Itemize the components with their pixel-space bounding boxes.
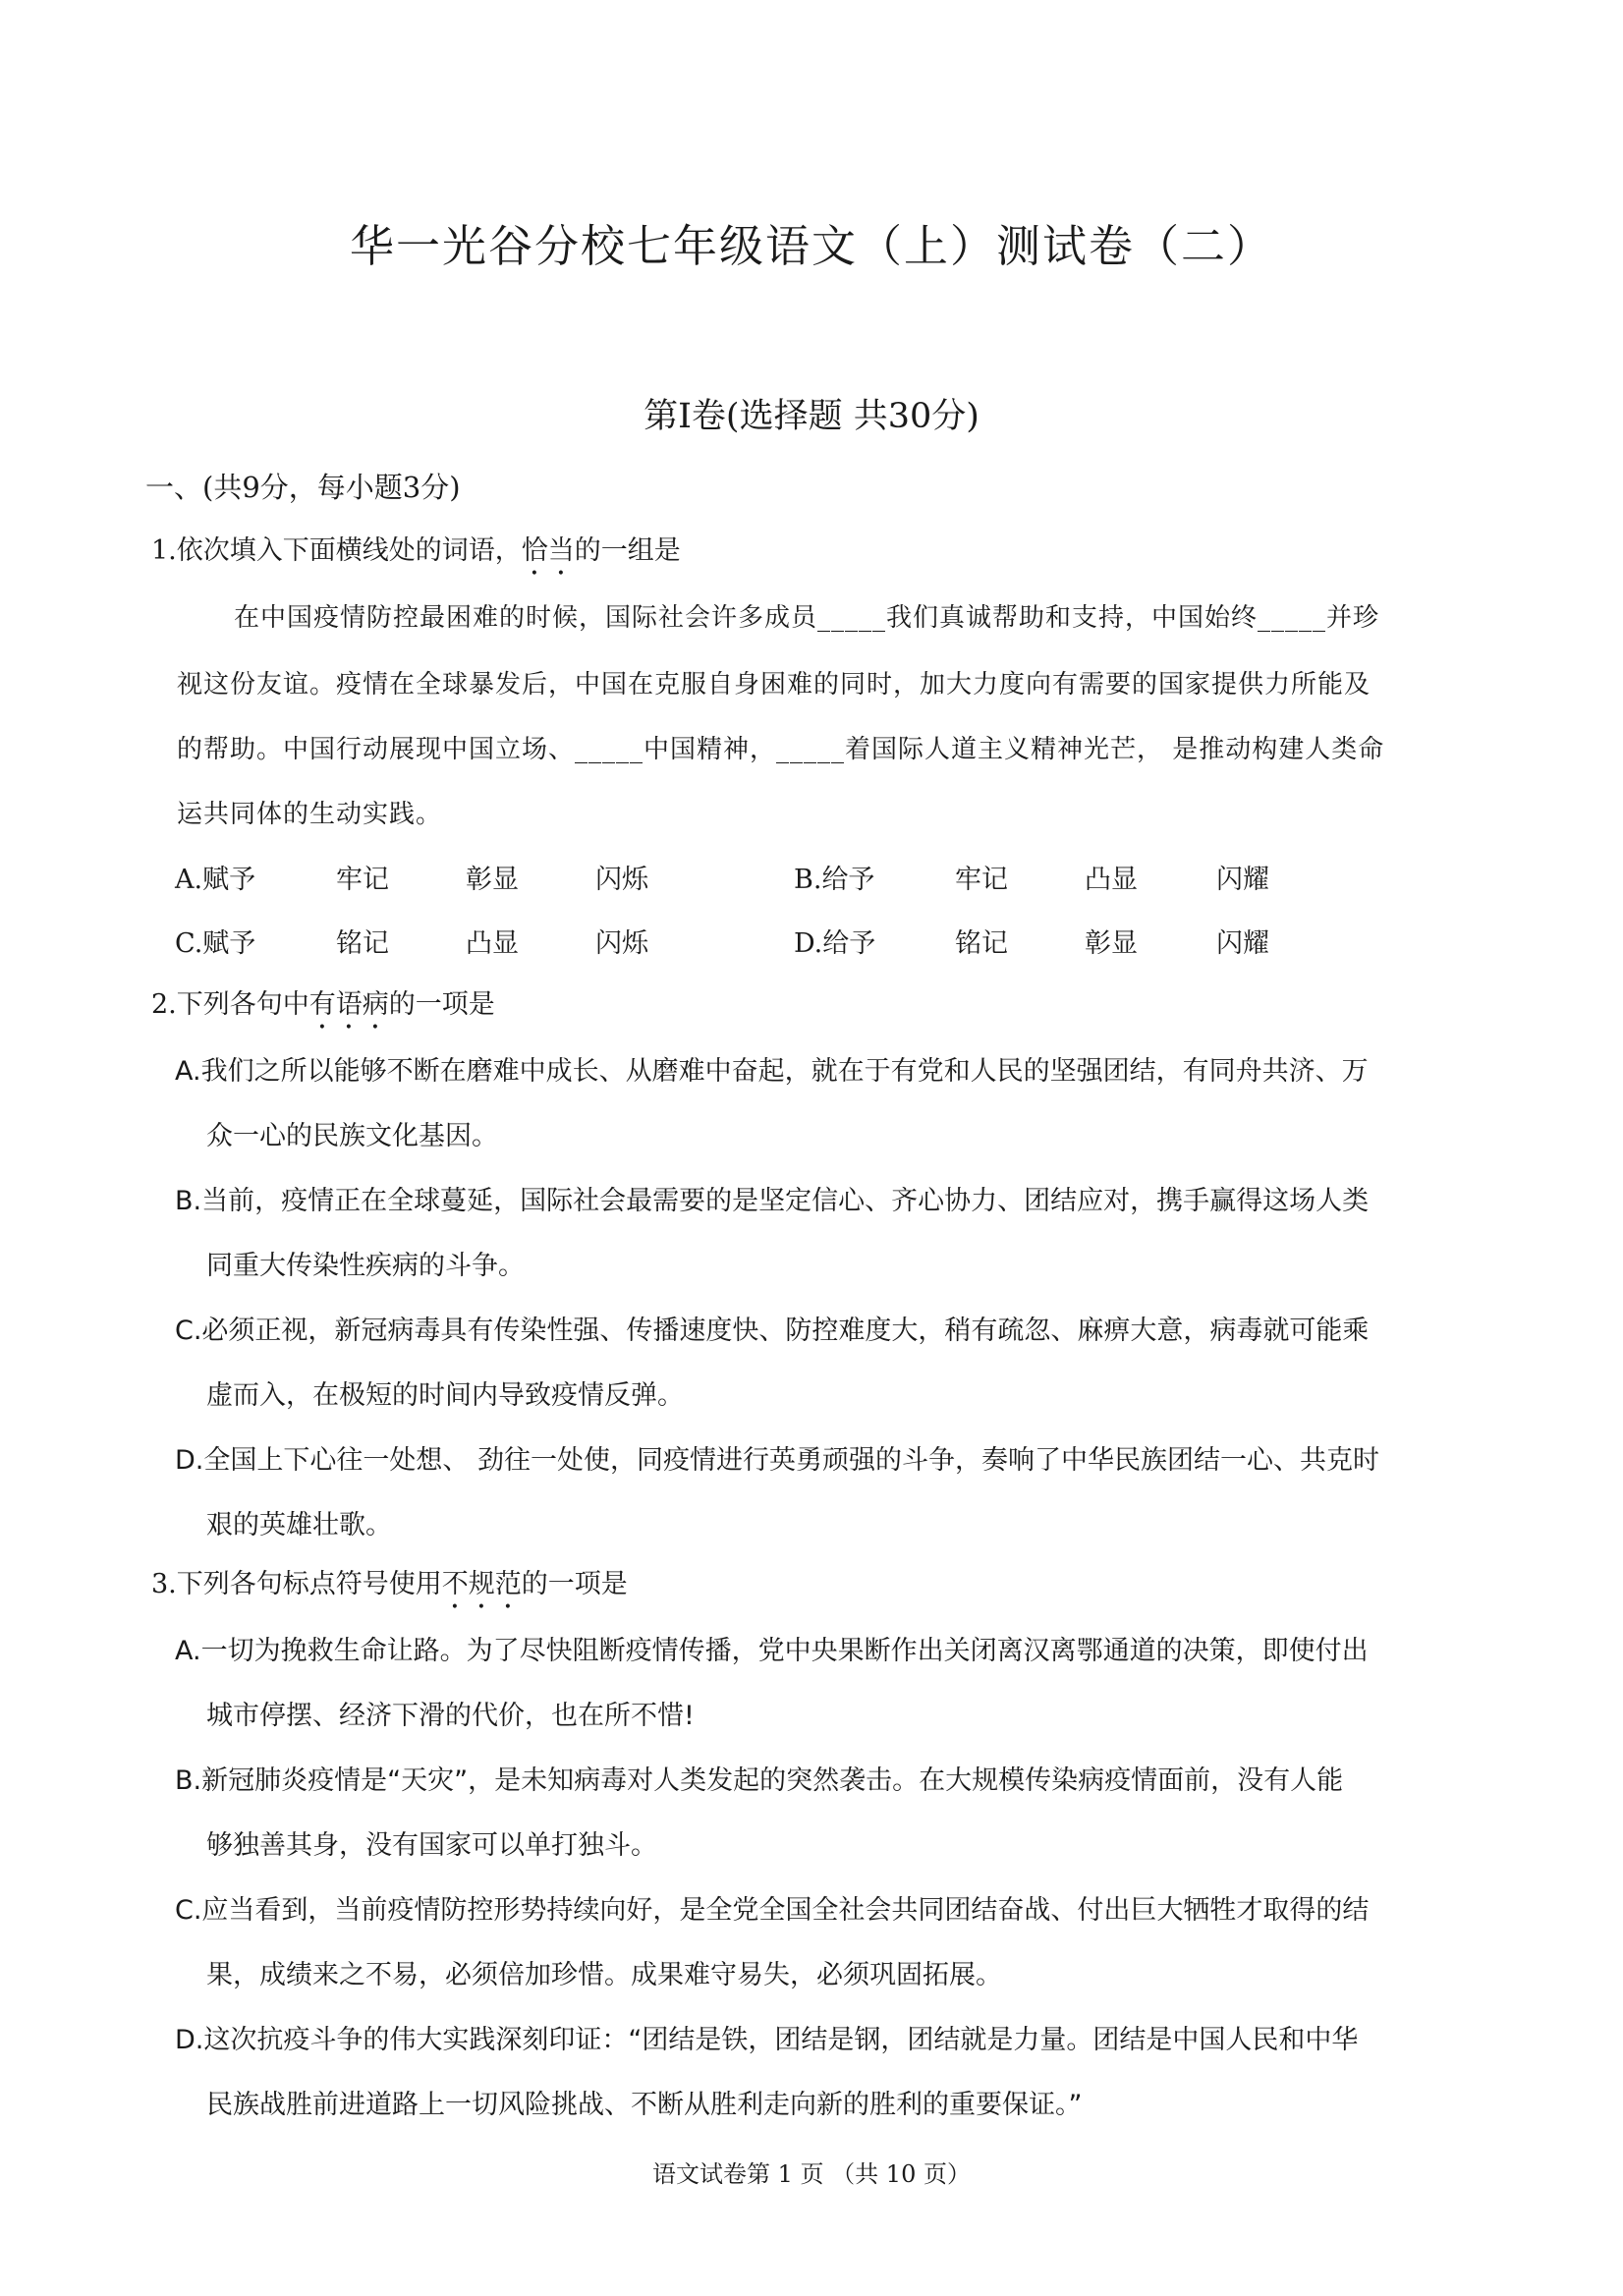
q1-passage-line: 视这份友谊。疫情在全球暴发后，中国在克服自身困难的同时，加大力度向有需要的国家提供力所能及 (177, 670, 1371, 700)
q1-option-d-word: 闪耀 (1216, 928, 1269, 959)
q2-stem-emphasis: 有语病 (308, 989, 389, 1020)
q1-passage-line: 的帮助。中国行动展现中国立场、_____中国精神，_____着国际人道主义精神光芒， 是推动构建人类命 (177, 735, 1385, 764)
q1-stem-pre: 1.依次填入下面横线处的词语， (151, 535, 522, 566)
volume-title: 第Ⅰ卷(选择题 共30分) (644, 397, 979, 436)
q1-stem-emphasis: 恰当 (521, 535, 575, 566)
q3-stem-emphasis: 不规范 (441, 1569, 522, 1599)
q2-option-d-line: 艰的英雄壮歌。 (206, 1510, 392, 1540)
q1-option-d-word: 彰显 (1085, 928, 1138, 959)
question-2-stem: 2.下列各句中有语病的一项是 (151, 989, 495, 1020)
q2-option-c-line: C.必须正视，新冠病毒具有传染性强、传播速度快、防控难度大，稍有疏忽、麻痹大意，病毒就可能乘 (175, 1316, 1370, 1346)
q2-option-c-line: 虚而入，在极短的时间内导致疫情反弹。 (206, 1380, 684, 1411)
exam-title: 华一光谷分校七年级语文（上）测试卷（二） (349, 220, 1273, 272)
q1-passage-line: 在中国疫情防控最困难的时候，国际社会许多成员_____我们真诚帮助和支持，中国始终_____并珍 (234, 603, 1380, 633)
q3-option-a-line: A.一切为挽救生命让路。为了尽快阻断疫情传播，党中央果断作出关闭离汉离鄂通道的决策，即使付出 (175, 1636, 1369, 1666)
q1-option-a: A.赋予 (175, 865, 256, 895)
q1-option-d-word: 铭记 (955, 928, 1008, 959)
q2-option-b-line: B.当前，疫情正在全球蔓延，国际社会最需要的是坚定信心、齐心协力、团结应对，携手赢得这场人类 (175, 1186, 1370, 1216)
q1-option-d: D.给予 (794, 928, 876, 959)
question-1-stem (151, 529, 681, 582)
q1-stem-post: 的一组是 (574, 535, 681, 566)
q3-option-b-line: B.新冠肺炎疫情是“天灾”，是未知病毒对人类发起的突然袭击。在大规模传染病疫情面前，没有人能 (175, 1765, 1344, 1796)
q3-option-d-line: 民族战胜前进道路上一切风险挑战、不断从胜利走向新的胜利的重要保证。” (206, 2090, 1083, 2120)
q1-option-c-word: 铭记 (336, 928, 389, 959)
q2-option-a-line: A.我们之所以能够不断在磨难中成长、从磨难中奋起，就在于有党和人民的坚强团结，有同舟共济、万 (175, 1056, 1369, 1087)
q3-option-a-line: 城市停摆、经济下滑的代价，也在所不惜! (206, 1701, 695, 1731)
q1-option-b-word: 牢记 (955, 865, 1008, 895)
q1-option-c: C.赋予 (175, 928, 256, 959)
q1-option-c-word: 凸显 (466, 928, 519, 959)
q1-passage-line: 运共同体的生动实践。 (177, 800, 443, 829)
q1-option-a-word: 牢记 (336, 865, 389, 895)
page-footer: 语文试卷第 1 页 （共 10 页） (652, 2160, 971, 2188)
q1-option-b-word: 凸显 (1085, 865, 1138, 895)
section-heading: 一、(共9分，每小题3分) (145, 471, 461, 504)
q1-option-c-word: 闪烁 (595, 928, 648, 959)
q1-option-b: B.给予 (794, 865, 875, 895)
q3-option-c-line: C.应当看到，当前疫情防控形势持续向好，是全党全国全社会共同团结奋战、付出巨大牺牲才取得的结 (175, 1895, 1370, 1926)
q3-option-c-line: 果，成绩来之不易，必须倍加珍惜。成果难守易失，必须巩固拓展。 (206, 1960, 1002, 1990)
q1-option-a-word: 闪烁 (595, 865, 648, 895)
q1-option-b-word: 闪耀 (1216, 865, 1269, 895)
question-3-stem: 3.下列各句标点符号使用不规范的一项是 (151, 1569, 628, 1599)
q2-option-d-line: D.全国上下心往一处想、 劲往一处使，同疫情进行英勇顽强的斗争，奏响了中华民族团结一心、共克时 (175, 1445, 1379, 1476)
q2-option-b-line: 同重大传染性疾病的斗争。 (206, 1251, 525, 1281)
q1-option-a-word: 彰显 (466, 865, 519, 895)
q2-option-a-line: 众一心的民族文化基因。 (206, 1121, 498, 1151)
q3-option-b-line: 够独善其身，没有国家可以单打独斗。 (206, 1830, 657, 1861)
q3-option-d-line: D.这次抗疫斗争的伟大实践深刻印证：“团结是铁，团结是钢，团结就是力量。团结是中国人民和中华 (175, 2025, 1359, 2055)
